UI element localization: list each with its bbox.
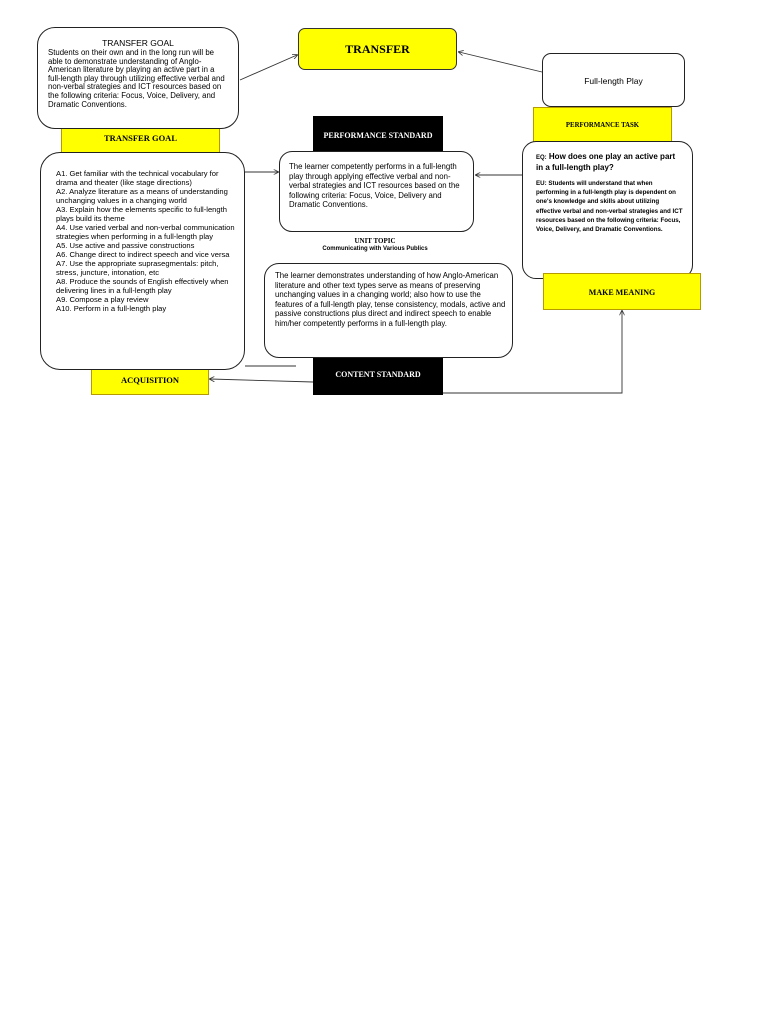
acquisition-item: A5. Use active and passive constructions: [56, 241, 195, 250]
acquisition-item: A9. Compose a play review: [56, 295, 149, 304]
arrow-content-to-make-meaning: [443, 311, 622, 393]
unit-topic-heading: UNIT TOPIC: [354, 237, 396, 245]
transfer-box: TRANSFER: [298, 28, 457, 70]
eq-prefix: EQ:: [536, 155, 547, 161]
acquisition-item: A10. Perform in a full-length play: [56, 304, 167, 313]
arrow-content-to-acquisition: [210, 379, 313, 382]
acquisition-label: ACQUISITION: [91, 362, 209, 395]
acquisition-item: A2. Analyze literature as a means of understanding unchanging values in a changing world: [56, 187, 228, 205]
transfer-goal-text: Students on their own and in the long run will be able to demonstrate understanding of Anglo-American literature by playing an active part in a full-length play through utilizing effective verbal and non-verbal strategies and ICT resources based on the following criteria: Focus, Voice, Delivery, and Dramatic Conventions.: [48, 48, 225, 109]
performance-standard-label: PERFORMANCE STANDARD: [313, 116, 443, 154]
eu-text: Students will understand that when performing in a full-length play is dependent on one's knowledge and skills about utilizing effective verbal and non-verbal strategies and ICT resources based on the following criteria: Focus, Voice, Delivery, and Dramatic Conventions.: [536, 180, 683, 234]
performance-task-label: PERFORMANCE TASK: [533, 107, 672, 145]
transfer-goal-heading: TRANSFER GOAL: [102, 38, 174, 48]
content-standard-label: CONTENT STANDARD: [313, 355, 443, 395]
performance-standard-box: The learner competently performs in a full-length play through applying effective verbal and non-verbal strategies and ICT resources based on the following criteria: Focus, Voice, Delivery and Dramatic Conventions.: [279, 151, 474, 232]
acquisition-item: A4. Use varied verbal and non-verbal communication strategies when performing in a full-length play: [56, 223, 235, 241]
acquisition-item: A8. Produce the sounds of English effectively when delivering lines in a full-length play: [56, 277, 229, 295]
eu-prefix-text: EU:: [536, 180, 547, 187]
full-length-play-box: Full-length Play: [542, 53, 685, 107]
eq-text: How does one play an active part in a full-length play?: [536, 152, 676, 172]
acquisition-item: A1. Get familiar with the technical vocabulary for drama and theater (like stage directions): [56, 169, 219, 187]
acquisition-item: A3. Explain how the elements specific to full-length plays build its theme: [56, 205, 227, 223]
make-meaning-label: MAKE MEANING: [543, 273, 701, 310]
transfer-goal-label: TRANSFER GOAL: [61, 118, 220, 154]
acquisition-item: A7. Use the appropriate suprasegmentals: pitch, stress, juncture, intonation, etc: [56, 259, 219, 277]
arrow-play-to-transfer: [459, 52, 542, 72]
unit-topic-text: Communicating with Various Publics: [322, 246, 428, 252]
acquisition-item: A6. Change direct to indirect speech and vice versa: [56, 250, 230, 259]
content-standard-box: The learner demonstrates understanding of how Anglo-American literature and other text types serve as means of preserving unchanging values in a changing world; also how to use the features of a full-length play, tense consistency, modals, active and passive constructions plus direct and indirect speech to enable him/her competently performs in a full-length play.: [264, 263, 513, 358]
arrow-goal-to-transfer: [240, 55, 297, 80]
